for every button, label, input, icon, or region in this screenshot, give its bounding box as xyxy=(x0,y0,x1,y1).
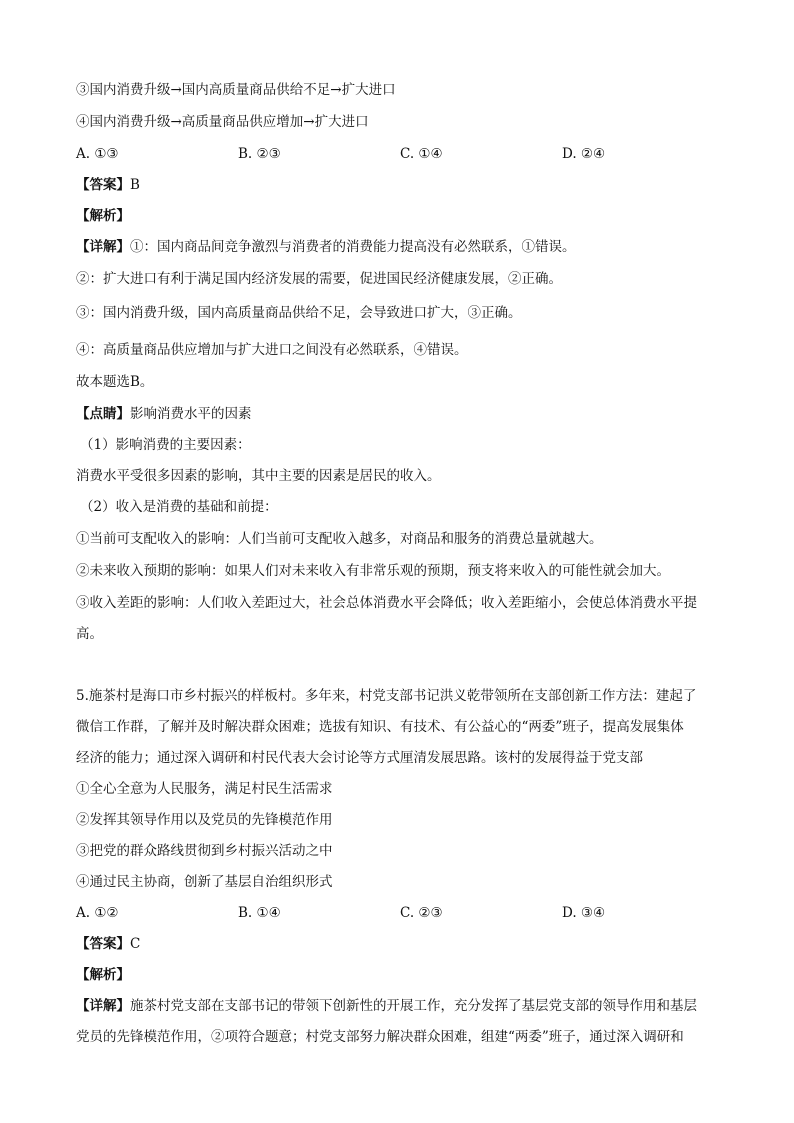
tip-title: 影响消费水平的因素 xyxy=(130,406,252,422)
q5-option-1: ①全心全意为人民服务，满足村民生活需求 xyxy=(76,781,333,797)
q4-option-3: ③国内消费升级→国内高质量商品供给不足→扩大进口 xyxy=(76,82,396,98)
answer-tag: 【答案】 xyxy=(76,177,130,193)
answer-tag: 【答案】 xyxy=(76,936,130,952)
q5-option-3: ③把党的群众路线贯彻到乡村振兴活动之中 xyxy=(76,843,333,859)
q5-stem-1: 5.施茶村是海口市乡村振兴的样板村。多年来，村党支部书记洪义乾带领所在支部创新工作方法：建起了 xyxy=(76,688,697,704)
q5-option-4: ④通过民主协商，创新了基层自治组织形式 xyxy=(76,874,333,890)
detail-tag: 【详解】 xyxy=(76,998,130,1014)
q4-tip-line-1: （1）影响消费的主要因素： xyxy=(80,437,251,453)
q4-choice-b: B. ②③ xyxy=(238,146,281,162)
q5-option-2: ②发挥其领导作用以及党员的先锋模范作用 xyxy=(76,812,333,828)
q5-choice-b: B. ①④ xyxy=(238,905,281,921)
answer-value: C xyxy=(130,936,141,952)
q5-choice-d: D. ③④ xyxy=(562,905,606,921)
q4-conclusion: 故本题选B。 xyxy=(76,374,154,390)
q4-tip-line-5: ②未来收入预期的影响：如果人们对未来收入有非常乐观的预期，预支将来收入的可能性就会加大。 xyxy=(76,563,670,579)
q5-detail-2: 党员的先锋模范作用，②项符合题意；村党支部努力解决群众困难，组建“两委”班子，通过深入调研和 xyxy=(76,1029,684,1045)
q4-tip-line-6: ③收入差距的影响：人们收入差距过大，社会总体消费水平会降低；收入差距缩小，会使总体消费水平提 xyxy=(76,595,697,611)
q5-choice-a: A. ①② xyxy=(76,905,119,921)
q4-choice-c: C. ①④ xyxy=(400,146,443,162)
q4-choices xyxy=(76,144,716,164)
q4-detail-4: ④：高质量商品供应增加与扩大进口之间没有必然联系，④错误。 xyxy=(76,342,468,358)
q4-choice-d: D. ②④ xyxy=(562,146,606,162)
q4-choice-a: A. ①③ xyxy=(76,146,119,162)
q4-option-4: ④国内消费升级→高质量商品供应增加→扩大进口 xyxy=(76,114,369,130)
q4-analysis-tag: 【解析】 xyxy=(76,208,130,224)
q4-tip-line-3: （2）收入是消费的基础和前提： xyxy=(80,499,278,515)
q5-stem-2: 微信工作群，了解并及时解决群众困难；选拔有知识、有技术、有公益心的“两委”班子，提高发展集体 xyxy=(76,719,684,735)
q4-tip-line-4: ①当前可支配收入的影响：人们当前可支配收入越多，对商品和服务的消费总量就越大。 xyxy=(76,531,603,547)
tip-tag: 【点睛】 xyxy=(76,406,130,422)
answer-value: B xyxy=(130,177,140,193)
q4-tip-line-2: 消费水平受很多因素的影响，其中主要的因素是居民的收入。 xyxy=(76,468,441,484)
q5-choice-c: C. ②③ xyxy=(400,905,443,921)
q5-analysis-tag: 【解析】 xyxy=(76,967,130,983)
q5-detail-1: 【详解】施茶村党支部在支部书记的带领下创新性的开展工作，充分发挥了基层党支部的领导作用和基层 xyxy=(76,998,697,1014)
q5-stem-3: 经济的能力；通过深入调研和村民代表大会讨论等方式厘清发展思路。该村的发展得益于党支部 xyxy=(76,750,643,766)
q4-tip-heading xyxy=(76,404,252,424)
q4-detail-2: ②：扩大进口有利于满足国内经济发展的需要，促进国民经济健康发展，②正确。 xyxy=(76,271,562,287)
q4-detail-3: ③：国内消费升级，国内高质量商品供给不足，会导致进口扩大，③正确。 xyxy=(76,305,522,321)
q4-tip-line-7: 高。 xyxy=(76,626,103,642)
q5-choices xyxy=(76,903,716,923)
q4-detail-1: 【详解】①：国内商品间竞争激烈与消费者的消费能力提高没有必然联系，①错误。 xyxy=(76,239,576,255)
q4-answer xyxy=(76,175,140,195)
q5-answer xyxy=(76,934,140,954)
detail-tag: 【详解】 xyxy=(76,239,130,255)
